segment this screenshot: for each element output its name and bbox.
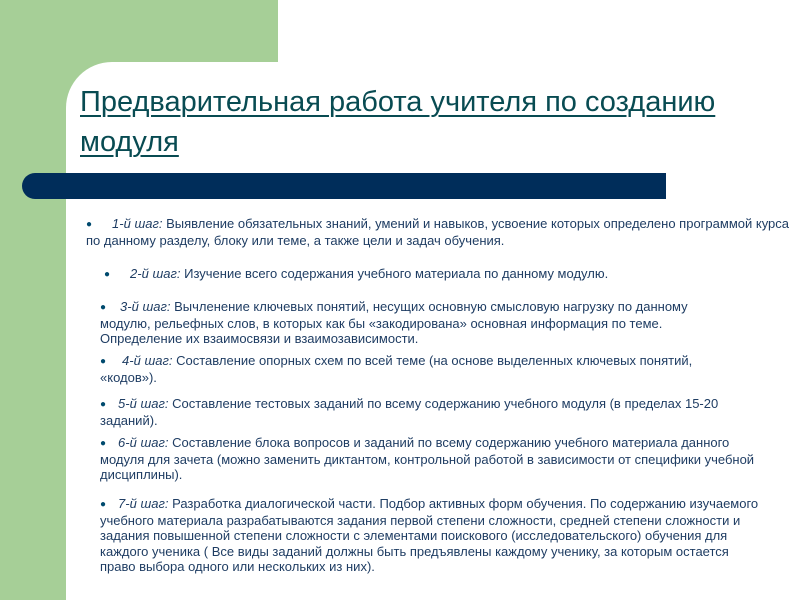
step-label: 7-й шаг: [118,496,169,511]
step-text: Составление блока вопросов и заданий по всему содержанию учебного материала данного модуля для зачета (можно заменить диктантом, контрольной работой в зависимости от специфики учебной дисциплины). [100,435,755,482]
step-item-4 [100,353,740,385]
step-label: 5-й шаг: [118,396,169,411]
bullet-icon: ● [100,302,107,313]
slide-title: Предварительная работа учителя по созданию модуля [80,86,716,158]
step-text: Выявление обязательных знаний, умений и навыков, усвоение которых определено программой курса по данному разделу, блоку или теме, а также цели и задач обучения. [86,216,790,248]
bullet-icon: ● [86,219,93,230]
step-label: 4-й шаг: [122,353,173,368]
step-text: Составление опорных схем по всей теме (на основе выделенных ключевых понятий, «кодов»). [100,353,693,385]
step-item-7 [100,496,760,575]
step-label: 2-й шаг: [130,266,181,281]
step-text: Вычленение ключевых понятий, несущих основную смысловую нагрузку по данному модулю, рельефных слов, в которых как бы «закодирована» основная информация по теме. Определение их взаимосвязи и взаимозависимости. [100,299,688,346]
step-text: Изучение всего содержания учебного материала по данному модулю. [180,266,609,281]
step-item-6 [100,435,765,483]
step-item-5 [100,396,740,428]
step-item-1 [86,216,798,248]
step-item-3 [100,299,740,347]
step-label: 3-й шаг: [120,299,171,314]
bullet-icon: ● [100,499,107,510]
step-text: Составление тестовых заданий по всему содержанию учебного модуля (в пределах 15-20 заданий). [100,396,719,428]
bullet-icon: ● [100,399,107,410]
title-divider-bar [22,173,666,199]
step-item-2 [104,266,784,283]
step-label: 6-й шаг: [118,435,169,450]
bullet-icon: ● [100,356,107,367]
step-text: Разработка диалогической части. Подбор активных форм обучения. По содержанию изучаемого учебного материала разрабатываются задания первой степени сложности, средней степени сложности и задания повышенной степени сложности с элементами поискового (исследовательского) обучения для каждого ученика ( Все виды заданий должны быть предъявлены каждому ученику, за которым остается право выбора одного или нескольких из них). [100,496,759,574]
step-label: 1-й шаг: [112,216,163,231]
bullet-icon: ● [104,269,111,280]
bullet-icon: ● [100,438,107,449]
